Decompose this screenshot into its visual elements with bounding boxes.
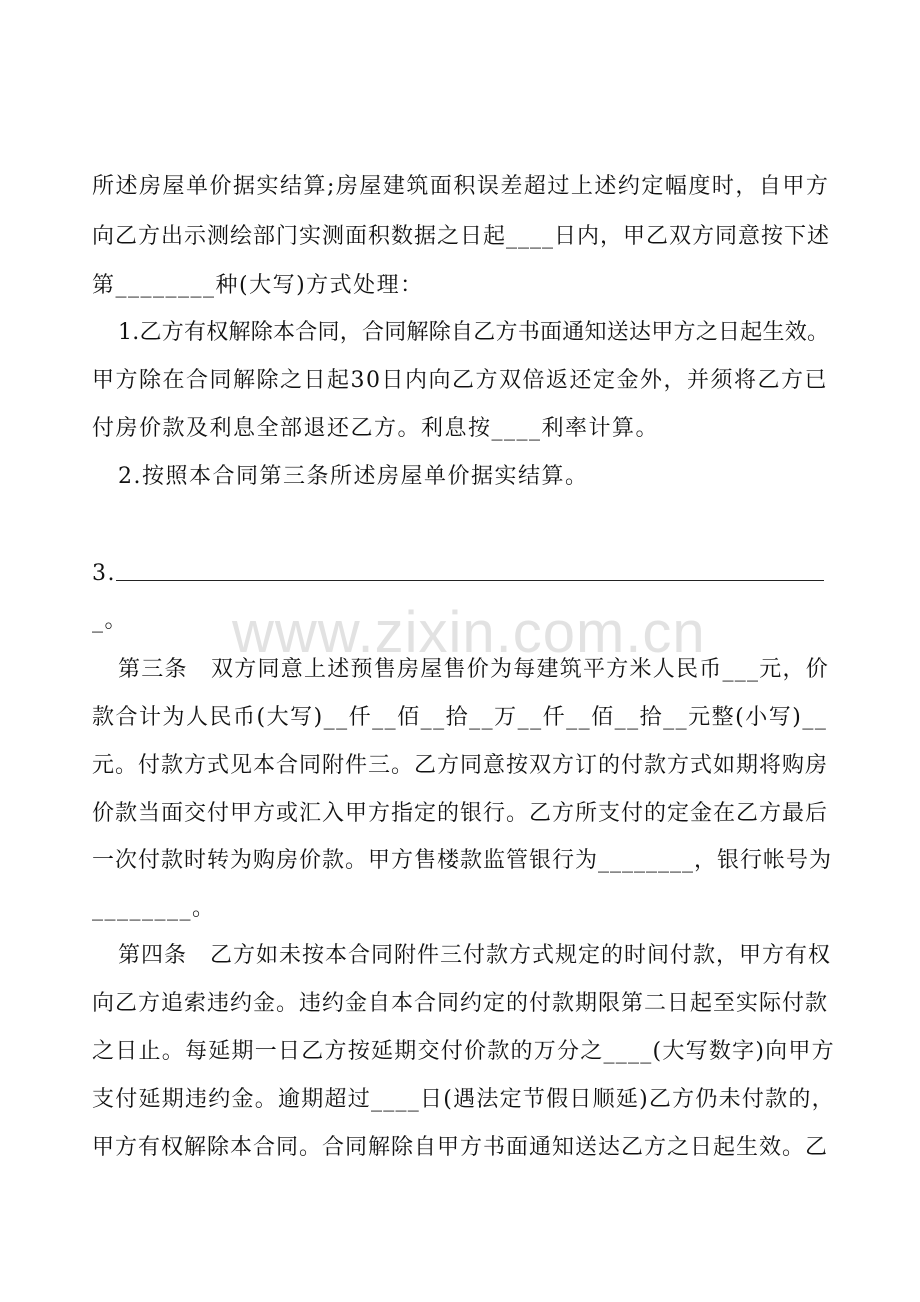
text-line: 付房价款及利息全部退还乙方。利息按____利率计算。 bbox=[92, 416, 660, 441]
clause-item-2: 2.按照本合同第三条所述房屋单价据实结算。 bbox=[118, 464, 589, 489]
text-line: 向乙方追索违约金。违约金自本合同约定的付款期限第二日起至实际付款 bbox=[92, 991, 829, 1016]
text-line: 所述房屋单价据实结算;房屋建筑面积误差超过上述约定幅度时，自甲方 bbox=[92, 174, 830, 199]
text-line: 支付延期违约金。逾期超过____日(遇法定节假日顺延)乙方仍未付款的， bbox=[92, 1087, 835, 1112]
clause-item-1: 1.乙方有权解除本合同，合同解除自乙方书面通知送达甲方之日起生效。 bbox=[118, 320, 830, 345]
text-line: 元。付款方式见本合同附件三。乙方同意按双方订的付款方式如期将购房 bbox=[92, 753, 829, 778]
text-line: 甲方除在合同解除之日起30日内向乙方双倍返还定金外，并须将乙方已 bbox=[92, 368, 828, 393]
text-line: ________。 bbox=[92, 896, 216, 921]
text-line: 之日止。每延期一日乙方按延期交付价款的万分之____(大写数字)向甲方 bbox=[92, 1039, 835, 1064]
text-line: 价款当面交付甲方或汇入甲方指定的银行。乙方所支付的定金在乙方最后 bbox=[92, 801, 829, 826]
clause-item-3: 3. bbox=[92, 561, 116, 586]
text-line: 款合计为人民币(大写)__仟__佰__拾__万__仟__佰__拾__元整(小写)__ bbox=[92, 705, 828, 730]
text-line: 甲方有权解除本合同。合同解除自甲方书面通知送达乙方之日起生效。乙 bbox=[92, 1135, 829, 1160]
text-line: 向乙方出示测绘部门实测面积数据之日起____日内，甲乙双方同意按下述 bbox=[92, 224, 831, 249]
watermark: www.zixin.com.cn bbox=[232, 600, 706, 665]
blank-fill-line bbox=[116, 580, 824, 581]
text-line: 第________种(大写)方式处理： bbox=[92, 273, 424, 298]
article-3-heading-line: 第三条 双方同意上述预售房屋售价为每建筑平方米人民币___元，价 bbox=[118, 657, 830, 682]
article-4-heading-line: 第四条 乙方如未按本合同附件三付款方式规定的时间付款，甲方有权 bbox=[118, 943, 832, 968]
text-line: _。 bbox=[92, 608, 129, 633]
text-line: 一次付款时转为购房价款。甲方售楼款监管银行为________，银行帐号为 bbox=[92, 848, 833, 873]
